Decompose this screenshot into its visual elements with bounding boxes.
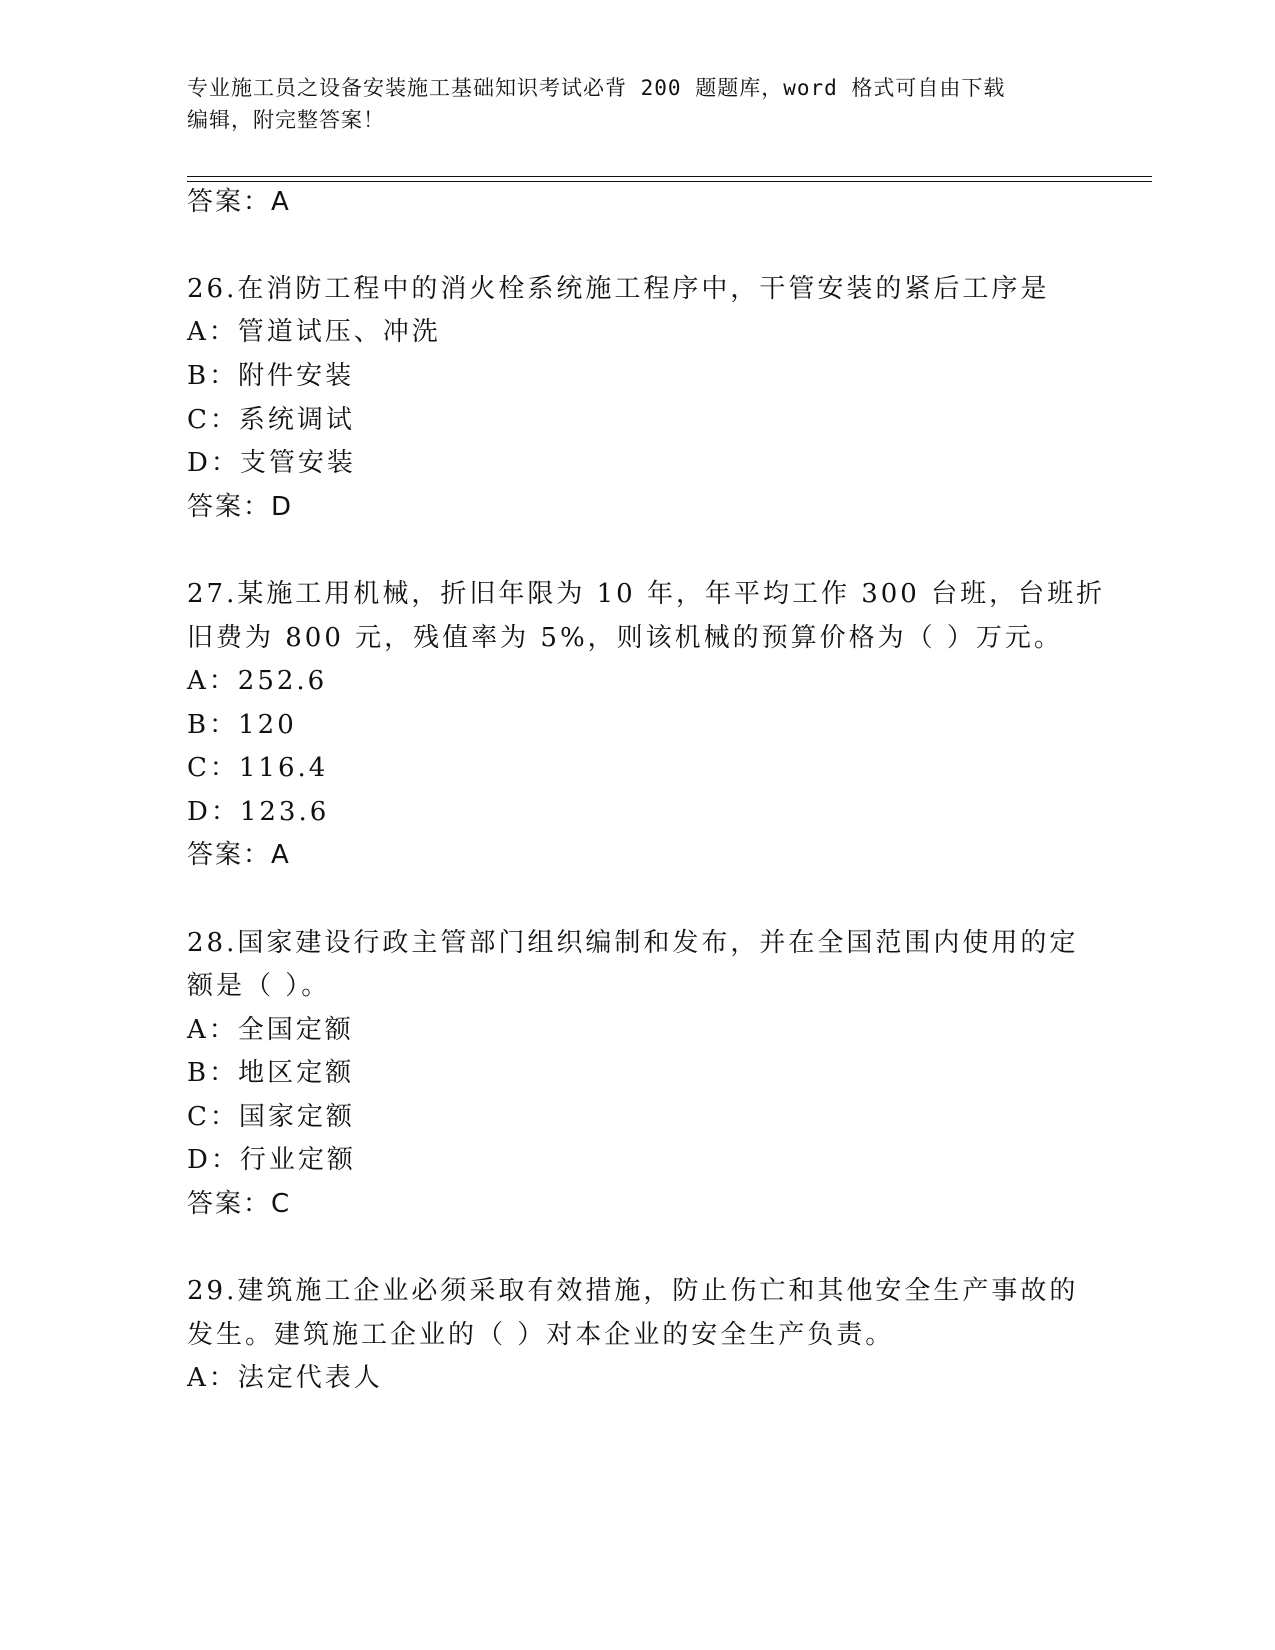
question-26-option-d: D：支管安装 (187, 448, 356, 478)
answer-27: 答案：A (187, 840, 291, 870)
question-27-text-line-2: 旧费为 800 元，残值率为 5%，则该机械的预算价格为（ ）万元。 (187, 623, 1063, 653)
document-header (187, 72, 1087, 136)
question-28-text-line-1: 28.国家建设行政主管部门组织编制和发布，并在全国范围内使用的定 (187, 928, 1079, 958)
question-28-text-line-2: 额是（ ）。 (187, 971, 331, 1001)
header-line-1: 专业施工员之设备安装施工基础知识考试必背 200 题题库，word 格式可自由下载 (187, 76, 1006, 100)
question-27-option-a: A：252.6 (187, 666, 328, 696)
question-29-text-line-1: 29.建筑施工企业必须采取有效措施，防止伤亡和其他安全生产事故的 (187, 1276, 1079, 1306)
question-26-option-b: B：附件安装 (187, 361, 355, 391)
header-line-2: 编辑，附完整答案！ (187, 108, 385, 132)
question-27-option-d: D：123.6 (187, 797, 330, 827)
answer-28: 答案：C (187, 1189, 292, 1219)
question-28-option-a: A：全国定额 (187, 1015, 354, 1045)
header-divider-top (187, 176, 1152, 177)
question-29-option-a: A：法定代表人 (187, 1363, 383, 1393)
question-26-text: 26.在消防工程中的消火栓系统施工程序中，干管安装的紧后工序是 (187, 274, 1050, 304)
answer-26: 答案：D (187, 492, 294, 522)
answer-25: 答案：A (187, 187, 291, 217)
question-29-text-line-2: 发生。建筑施工企业的（ ）对本企业的安全生产负责。 (187, 1320, 895, 1350)
question-28-option-c: C：国家定额 (187, 1102, 355, 1132)
question-26-option-c: C：系统调试 (187, 405, 355, 435)
question-27-option-b: B：120 (187, 710, 297, 740)
question-27-text-line-1: 27.某施工用机械，折旧年限为 10 年，年平均工作 300 台班，台班折 (187, 579, 1106, 609)
header-divider-bottom (187, 181, 1152, 182)
question-27-option-c: C：116.4 (187, 753, 329, 783)
question-28-option-d: D：行业定额 (187, 1145, 356, 1175)
question-28-option-b: B：地区定额 (187, 1058, 355, 1088)
question-26-option-a: A：管道试压、冲洗 (187, 317, 441, 347)
